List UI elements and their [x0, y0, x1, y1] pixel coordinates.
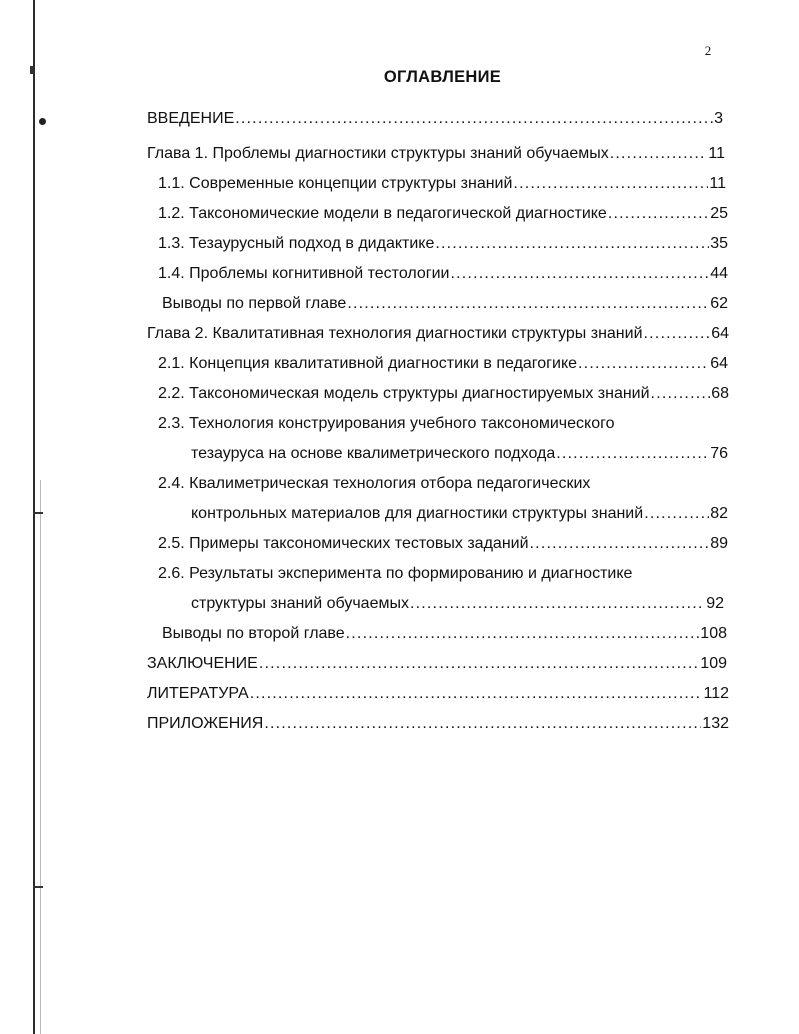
dot-leader — [530, 534, 710, 554]
dot-leader — [235, 109, 713, 129]
dot-leader — [513, 174, 708, 194]
toc-entry-section-2-2[interactable] — [158, 384, 729, 404]
dot-leader — [250, 684, 703, 704]
toc-entry-chapter-2[interactable] — [147, 324, 729, 344]
dot-leader — [644, 504, 709, 524]
toc-entry-page: 35 — [710, 235, 728, 252]
toc-entry-conclusions-1[interactable] — [162, 294, 728, 314]
toc-entry-conclusion[interactable] — [147, 654, 727, 674]
toc-entry-appendices[interactable] — [147, 714, 729, 734]
toc-entry-chapter-1[interactable] — [147, 144, 725, 164]
toc-entry-section-1-2[interactable] — [158, 204, 728, 224]
scan-tick-mark — [33, 512, 43, 514]
toc-entry-page: 25 — [710, 205, 728, 222]
toc-entry-label: Выводы по первой главе — [162, 295, 347, 312]
toc-entry-section-2-1[interactable] — [158, 354, 728, 374]
toc-entry-section-2-4[interactable] — [191, 504, 728, 524]
dot-leader — [610, 144, 708, 164]
scan-binding-edge — [33, 0, 35, 1034]
scan-binding-shadow — [40, 480, 41, 1034]
toc-entry-page: 64 — [711, 325, 729, 342]
toc-entry-literature[interactable] — [147, 684, 729, 704]
dot-leader — [451, 264, 710, 284]
toc-entry-page: 82 — [710, 505, 728, 522]
page-title: ОГЛАВЛЕНИЕ — [383, 68, 502, 86]
toc-entry-label: 1.3. Тезаурусный подход в дидактике — [158, 235, 435, 252]
dot-leader — [644, 324, 711, 344]
dot-leader — [578, 354, 709, 374]
scan-tick-mark — [33, 886, 43, 888]
dot-leader — [608, 204, 709, 224]
toc-entry-section-1-1[interactable] — [158, 174, 726, 194]
toc-entry-label: 1.1. Современные концепции структуры знаний — [158, 175, 513, 192]
toc-entry-label: контрольных материалов для диагностики структуры знаний — [191, 505, 644, 522]
toc-entry-page: 64 — [710, 355, 728, 372]
toc-entry-page: 68 — [711, 385, 729, 402]
toc-entry-section-2-6-line1[interactable]: 2.6. Результаты эксперимента по формированию и диагностике — [158, 565, 633, 582]
toc-entry-section-1-4[interactable] — [158, 264, 728, 284]
dot-leader — [259, 654, 699, 674]
scan-dot-mark — [39, 118, 46, 125]
toc-entry-label: 2.5. Примеры таксономических тестовых заданий — [158, 535, 529, 552]
dot-leader — [410, 594, 705, 614]
toc-entry-page: 92 — [706, 595, 724, 612]
toc-entry-page: 108 — [700, 625, 727, 642]
toc-entry-label: структуры знаний обучаемых — [191, 595, 409, 612]
toc-entry-page: 112 — [703, 685, 729, 702]
toc-entry-intro[interactable] — [147, 109, 723, 129]
toc-entry-section-2-6[interactable] — [191, 594, 724, 614]
toc-entry-label: Глава 2. Квалитативная технология диагностики структуры знаний — [147, 325, 643, 342]
toc-entry-label: 2.2. Таксономическая модель структуры диагностируемых знаний — [158, 385, 650, 402]
toc-entry-page: 89 — [710, 535, 728, 552]
toc-entry-conclusions-2[interactable] — [162, 624, 727, 644]
toc-entry-page: 109 — [700, 655, 727, 672]
toc-entry-label: ПРИЛОЖЕНИЯ — [147, 715, 264, 732]
toc-entry-label: ЛИТЕРАТУРА — [147, 685, 249, 702]
toc-entry-page: 44 — [710, 265, 728, 282]
dot-leader — [347, 294, 709, 314]
toc-entry-label: 2.1. Концепция квалитативной диагностики в педагогике — [158, 355, 578, 372]
toc-entry-section-2-4-line1[interactable]: 2.4. Квалиметрическая технология отбора педагогических — [158, 475, 591, 492]
toc-entry-label: Глава 1. Проблемы диагностики структуры знаний обучаемых — [147, 145, 609, 162]
toc-entry-label: 1.4. Проблемы когнитивной тестологии — [158, 265, 450, 282]
toc-entry-label: 1.2. Таксономические модели в педагогической диагностике — [158, 205, 607, 222]
page-number: 2 — [704, 43, 712, 58]
toc-entry-page: 76 — [710, 445, 728, 462]
dot-leader — [435, 234, 709, 254]
dot-leader — [346, 624, 700, 644]
toc-entry-label: ВВЕДЕНИЕ — [147, 110, 235, 127]
dot-leader — [556, 444, 709, 464]
toc-entry-section-1-3[interactable] — [158, 234, 728, 254]
toc-entry-page: 62 — [710, 295, 728, 312]
toc-entry-label: ЗАКЛЮЧЕНИЕ — [147, 655, 258, 672]
toc-entry-page: 132 — [702, 715, 729, 732]
dot-leader — [651, 384, 711, 404]
toc-entry-section-2-3-line1[interactable]: 2.3. Технология конструирования учебного таксономического — [158, 415, 615, 432]
toc-entry-section-2-5[interactable] — [158, 534, 728, 554]
toc-entry-page: 11 — [708, 145, 725, 162]
toc-entry-label: тезауруса на основе квалиметрического подхода — [191, 445, 556, 462]
toc-entry-page: 3 — [714, 110, 723, 127]
toc-entry-section-2-3[interactable] — [191, 444, 728, 464]
toc-entry-label: Выводы по второй главе — [162, 625, 345, 642]
toc-entry-page: 11 — [709, 175, 726, 192]
dot-leader — [264, 714, 701, 734]
